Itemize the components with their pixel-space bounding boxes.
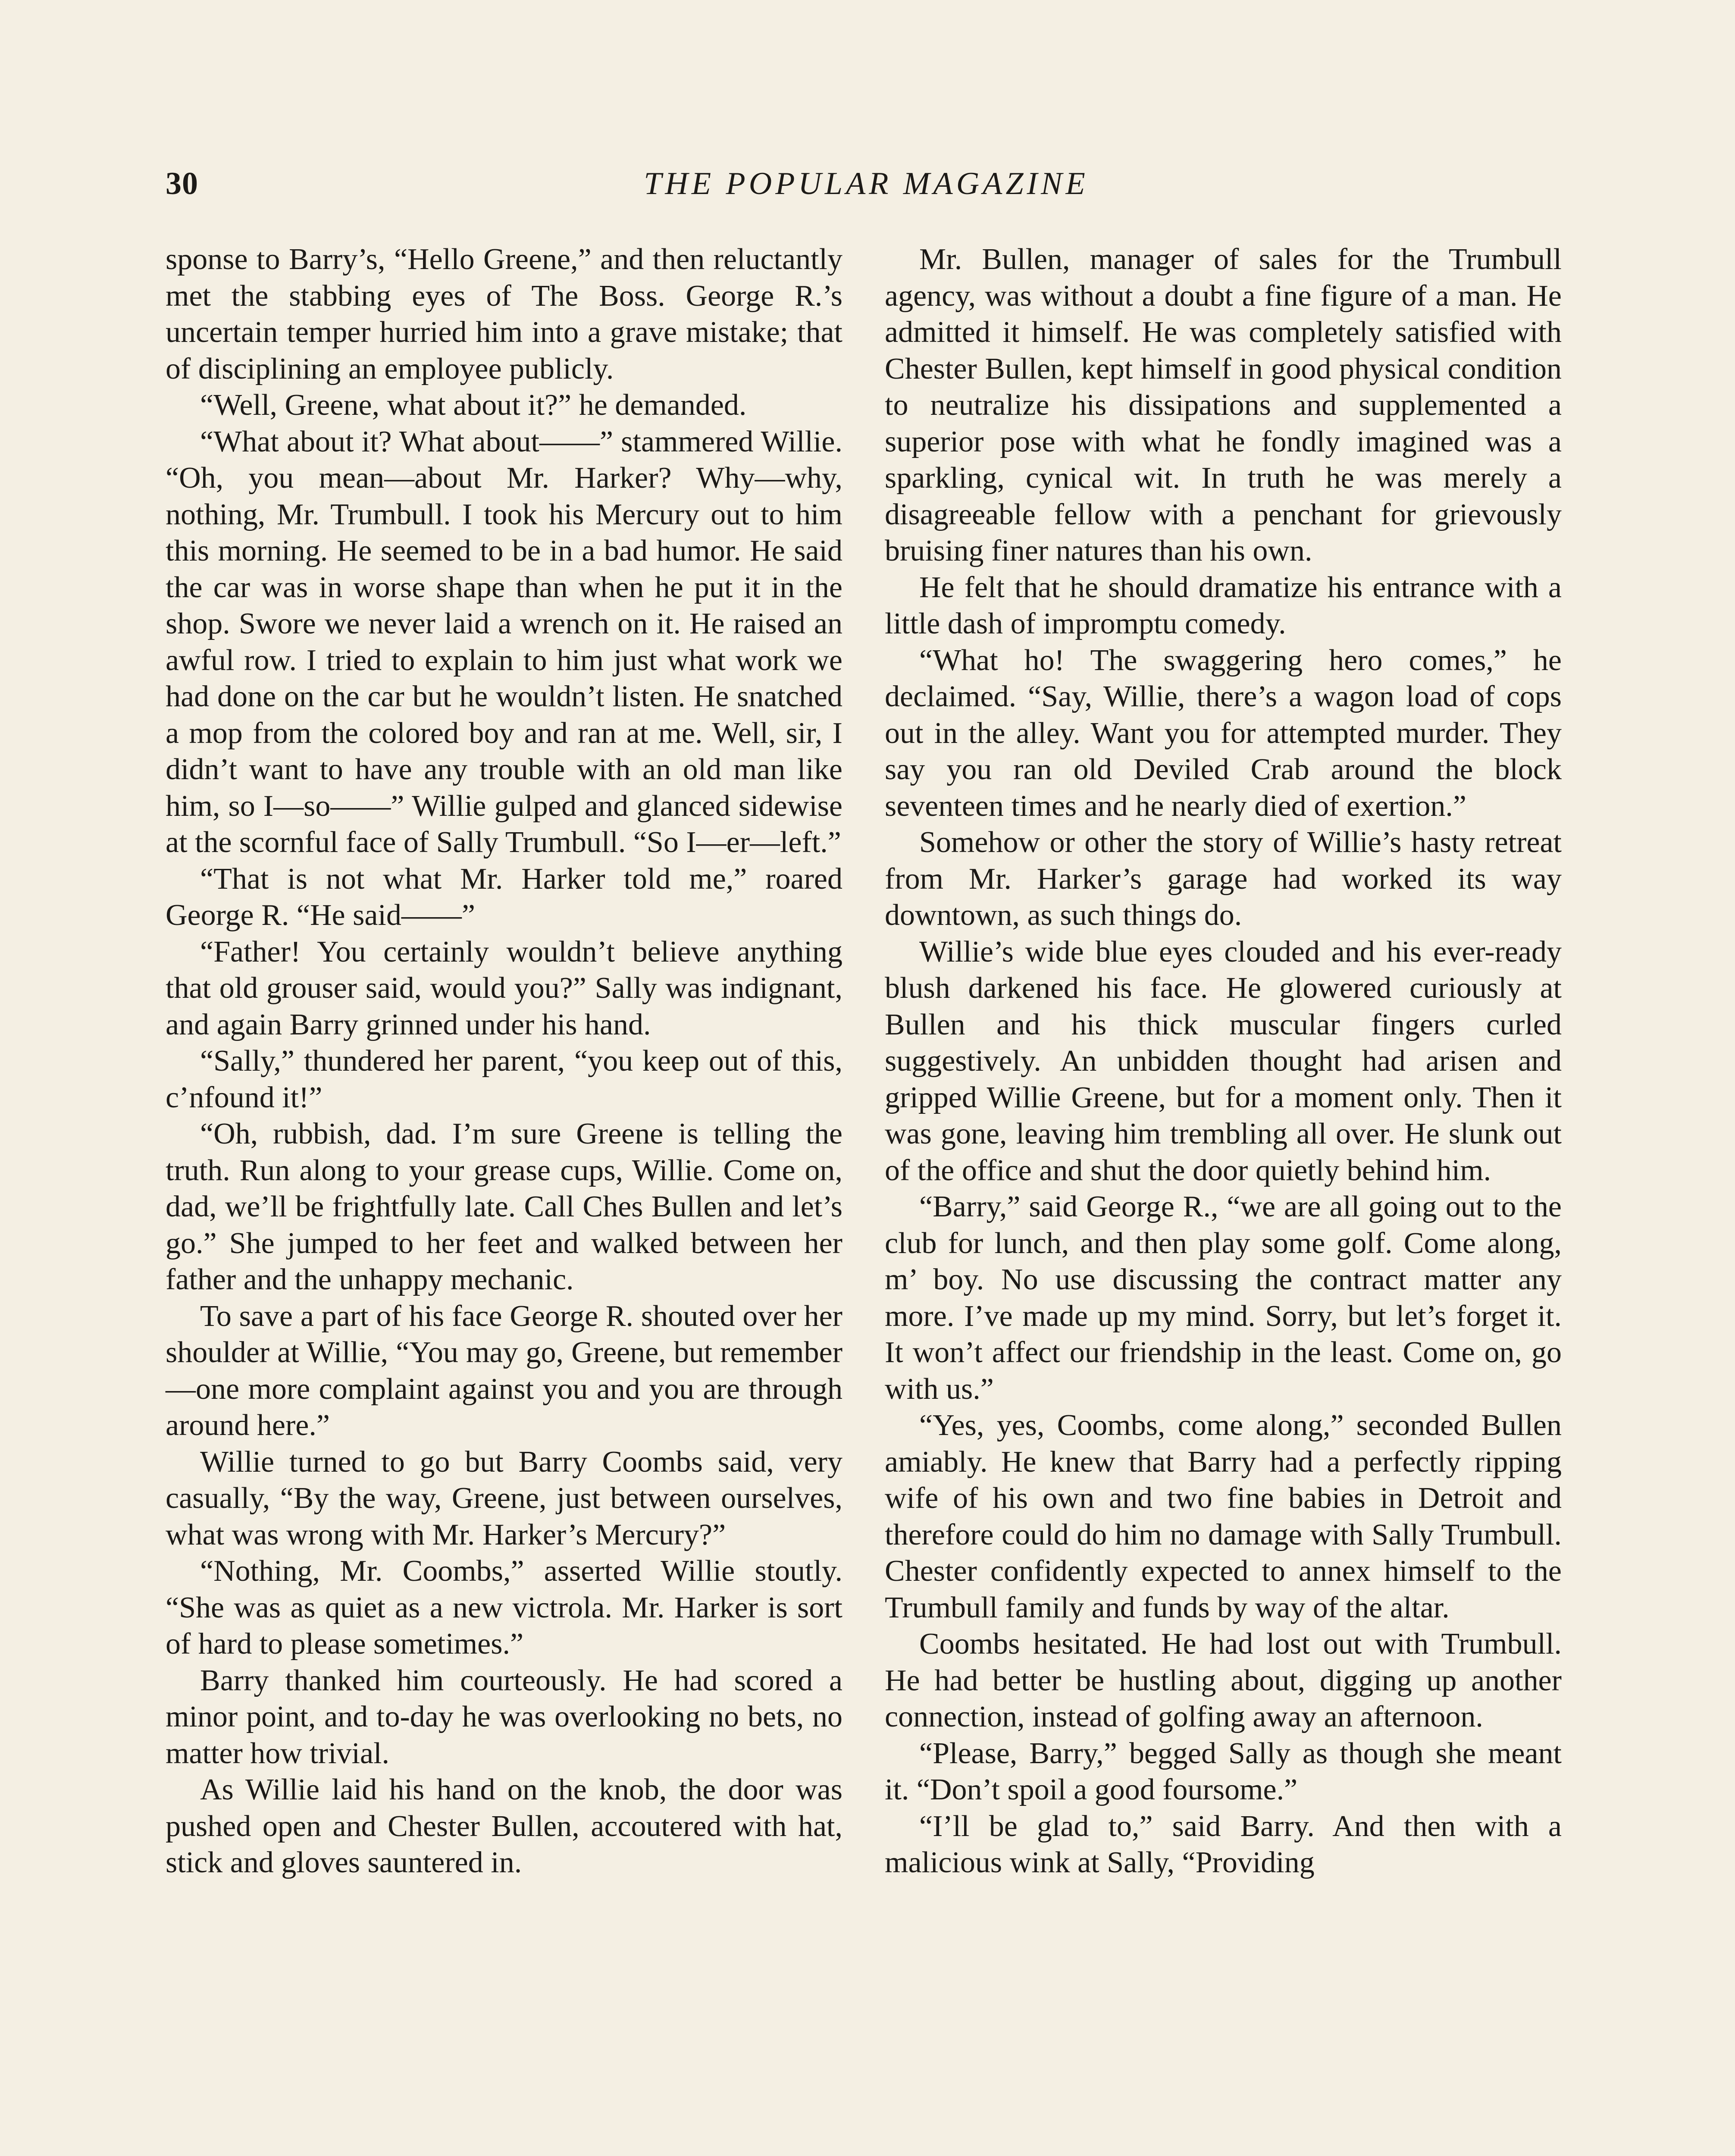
paragraph: “Sally,” thundered her parent, “you keep out of this, c’nfound it!” xyxy=(166,1044,842,1114)
paragraph: “Nothing, Mr. Coombs,” asserted Willie stoutly. “She was as quiet as a new victrola. Mr. Harker is sort of hard to please sometimes.” xyxy=(166,1554,842,1661)
paragraph: To save a part of his face George R. shouted over her shoulder at Willie, “You may go, Greene, but remember—one more complaint against you and you are through around here.” xyxy=(166,1299,842,1442)
paragraph: Barry thanked him courteously. He had scored a minor point, and to-day he was overlooking no bets, no matter how trivial. xyxy=(166,1664,842,1770)
paragraph: “Well, Greene, what about it?” he demanded. xyxy=(200,389,747,422)
paragraph: “Yes, yes, Coombs, come along,” seconded Bullen amiably. He knew that Barry had a perfectly ripping wife of his own and two fine babies in Detroit and therefore could do him no damage with Sally Trumbull. Chester confidently expected to annex himself to the Trumbull family and funds by way of the altar. xyxy=(885,1409,1562,1624)
paragraph: “What ho! The swaggering hero comes,” he declaimed. “Say, Willie, there’s a wagon load of cops out in the alley. Want you for attempted murder. They say you ran old Deviled Crab around the block seventeen times and he nearly died of exertion.” xyxy=(885,643,1562,823)
left-column xyxy=(166,241,842,1881)
paragraph: “Father! You certainly wouldn’t believe anything that old grouser said, would you?” Sally was indignant, and again Barry grinned under his hand. xyxy=(166,935,842,1041)
paragraph: “I’ll be glad to,” said Barry. And then with a malicious wink at Sally, “Providing xyxy=(885,1809,1562,1879)
paragraph: “Barry,” said George R., “we are all going out to the club for lunch, and then play some golf. Come along, m’ boy. No use discussing the contract matter any more. I’ve made up my mind. Sorry, but let’s forget it. It won’t affect our friendship in the least. Come on, go with us.” xyxy=(885,1190,1562,1406)
paragraph: Willie turned to go but Barry Coombs said, very casually, “By the way, Greene, just between ourselves, what was wrong with Mr. Harker’s Mercury?” xyxy=(166,1445,842,1551)
paragraph: Willie’s wide blue eyes clouded and his ever-ready blush darkened his face. He glowered curiously at Bullen and his thick muscular fingers curled suggestively. An unbidden thought had arisen and gripped Willie Greene, but for a moment only. Then it was gone, leaving him trembling all over. He slunk out of the office and shut the door quietly behind him. xyxy=(885,935,1562,1187)
page-number: 30 xyxy=(166,166,198,201)
right-column xyxy=(885,241,1562,1881)
paragraph: He felt that he should dramatize his entrance with a little dash of impromptu comedy. xyxy=(885,570,1562,640)
paragraph: sponse to Barry’s, “Hello Greene,” and then reluctantly met the stabbing eyes of The Boss. George R.’s uncertain temper hurried him into a grave mistake; that of disciplining an employee publicly. xyxy=(166,243,842,385)
page-header xyxy=(166,166,1567,217)
paragraph: “Oh, rubbish, dad. I’m sure Greene is telling the truth. Run along to your grease cups, Willie. Come on, dad, we’ll be frightfully late. Call Ches Bullen and let’s go.” She jumped to her feet and walked between her father and the unhappy mechanic. xyxy=(166,1117,842,1296)
paragraph: “That is not what Mr. Harker told me,” roared George R. “He said——” xyxy=(166,862,842,932)
paragraph: Somehow or other the story of Willie’s hasty retreat from Mr. Harker’s garage had worked its way downtown, as such things do. xyxy=(885,826,1562,932)
paragraph: As Willie laid his hand on the knob, the door was pushed open and Chester Bullen, accoutered with hat, stick and gloves sauntered in. xyxy=(166,1773,842,1879)
paragraph: Coombs hesitated. He had lost out with Trumbull. He had better be hustling about, digging up another connection, instead of golfing away an afternoon. xyxy=(885,1627,1562,1733)
running-title: THE POPULAR MAGAZINE xyxy=(644,166,1089,201)
paragraph: Mr. Bullen, manager of sales for the Trumbull agency, was without a doubt a fine figure of a man. He admitted it himself. He was completely satisfied with Chester Bullen, kept himself in good physical condition to neutralize his dissipations and supplemented a superior pose with what he fondly imagined was a sparkling, cynical wit. In truth he was merely a disagreeable fellow with a penchant for grievously bruising finer natures than his own. xyxy=(885,243,1562,567)
paragraph: “What about it? What about——” stammered Willie. “Oh, you mean—about Mr. Harker? Why—why, nothing, Mr. Trumbull. I took his Mercury out to him this morning. He seemed to be in a bad humor. He said the car was in worse shape than when he put it in the shop. Swore we never laid a wrench on it. He raised an awful row. I tried to explain to him just what work we had done on the car but he wouldn’t listen. He snatched a mop from the colored boy and ran at me. Well, sir, I didn’t want to have any trouble with an old man like him, so I—so——” Willie gulped and glanced sidewise at the scornful face of Sally Trumbull. “So I—er—left.” xyxy=(166,425,842,859)
paragraph: “Please, Barry,” begged Sally as though she meant it. “Don’t spoil a good foursome.” xyxy=(885,1736,1562,1806)
